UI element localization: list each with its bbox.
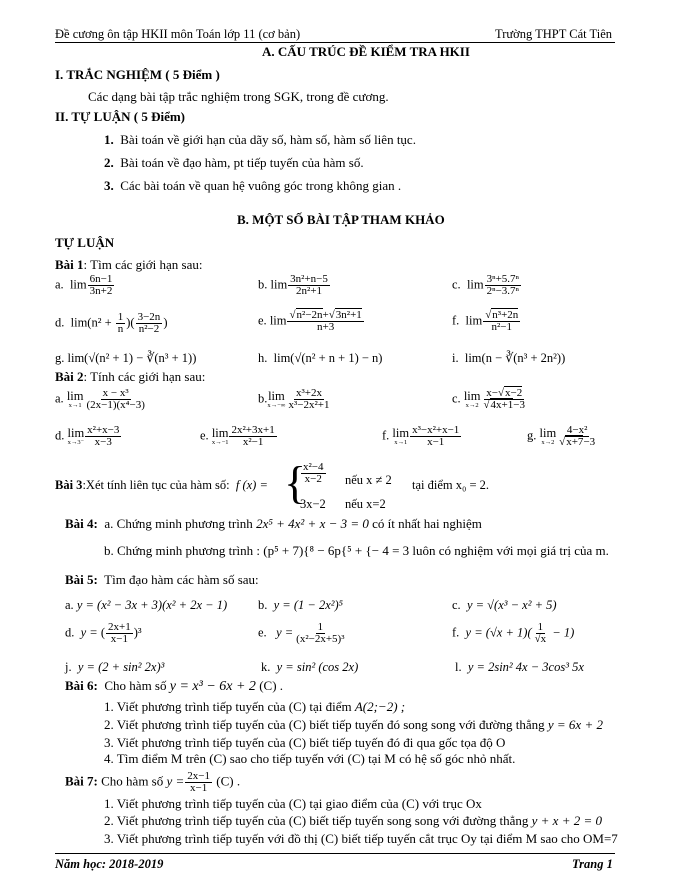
bai5-heading: Bài 5: Tìm đạo hàm các hàm số sau: <box>65 572 259 587</box>
bai6-heading: Bài 6: Cho hàm số y = x³ − 6x + 2 (C) . <box>65 678 284 694</box>
bai2-a: a. lim x→1 $\frac{\text{x − x³}}{\text{(2x−1)(x⁴−3)}}$ <box>55 387 145 411</box>
bai1-h: h. lim(√(n² + n + 1) − n) <box>258 351 383 365</box>
bai4-a: Bài 4: a. Chứng minh phương trình 2x⁵ + 4x² + x − 3 = 0 có ít nhất hai nghiệm <box>65 516 482 531</box>
tu-luan-title: II. TỰ LUẬN ( 5 Điểm) <box>55 109 185 124</box>
footer-page: Trang 1 <box>572 857 613 871</box>
bai1-a: a. lim $\frac{6n-1}{3n+2}$ <box>55 273 113 297</box>
trac-nghiem-title: I. TRẮC NGHIỆM ( 5 Điểm ) <box>55 67 220 82</box>
tu-luan-item-1: 1. Bài toán về giới hạn của dãy số, hàm số, hàm số liên tục. <box>104 132 416 147</box>
bai2-heading: Bài 2: Tính các giới hạn sau: <box>55 369 206 384</box>
bai3-heading: Bài 3:Xét tính liên tục của hàm số: f (x) = <box>55 478 268 492</box>
bai1-heading: Bài 1: Tìm các giới hạn sau: <box>55 257 203 272</box>
header-right: Trường THPT Cát Tiên <box>495 27 613 41</box>
bai3-piece1: $\frac{\text{x²−4}}{x-2}$ <box>303 461 324 485</box>
bai3-cond1: nếu x ≠ 2 <box>345 473 392 487</box>
bai5-c: c. y = √(x³ − x² + 5) <box>452 598 557 612</box>
bai3-tail: tại điểm x₀ = 2. <box>412 478 490 492</box>
part-b-title: B. MỘT SỐ BÀI TẬP THAM KHẢO <box>237 212 445 227</box>
bai1-g: g. lim(√(n² + 1) − ∛(n³ + 1)) <box>55 351 197 365</box>
bai7-item-2: 2. Viết phương trình tiếp tuyến của (C) biết tiếp tuyến song song với đường thẳng y + x + 2 = 0 <box>104 813 602 828</box>
bai5-e: e. y = $\frac{1}{\text{(x²−2x+5)³}}$ <box>258 621 345 645</box>
bai2-g: g. lim x→2 $\frac{\text{4−x²}}{√x+7-3}$ <box>527 424 596 448</box>
trac-nghiem-desc: Các dạng bài tập trắc nghiệm trong SGK, trong đề cương. <box>88 89 389 104</box>
bai2-d: d. lim x→3⁻ $\frac{\text{x²+x−3}}{x-3}$ <box>55 424 120 448</box>
bai6-item-4: 4. Tìm điểm M trên (C) sao cho tiếp tuyến với (C) tại M có hệ số góc nhỏ nhất. <box>104 751 516 766</box>
bai5-f: f. y = (√x + 1)( $\frac{1}{√x}$ − 1) <box>452 621 575 645</box>
bai4-b: b. Chứng minh phương trình : (p⁵ + 7){⁸ − 6p{⁵ + {− 4 = 3 luôn có nghiệm với mọi giá trị của m. <box>104 543 609 558</box>
bai1-d: d. lim(n² + $\frac{1}{n}$ )( $\frac{3-2n}{\text{n²−2}}$ ) <box>55 311 168 335</box>
bai7-heading: Bài 7: Cho hàm số y = $\frac{2x-1}{x-1}$ (C) . <box>65 770 241 794</box>
bai6-item-2: 2. Viết phương trình tiếp tuyến của (C) biết tiếp tuyến đó song song với đường thẳng y = 6x + 2 <box>104 717 603 732</box>
bai6-item-3: 3. Viết phương trình tiếp tuyến của (C) biết tiếp tuyến đó đi qua gốc tọa độ O <box>104 735 506 750</box>
bai7-item-1: 1. Viết phương trình tiếp tuyến của (C) tại giao điểm của (C) với trục Ox <box>104 796 482 811</box>
bai1-e: e. lim $\frac{\text{√n²−2n+√3n²+1}}{n+3}$ <box>258 309 362 333</box>
header-rule <box>55 42 615 43</box>
tu-luan-item-2: 2. Bài toán về đạo hàm, pt tiếp tuyến của hàm số. <box>104 155 364 170</box>
bai5-d: d. y = ( $\frac{2x+1}{x-1}$ )³ <box>65 621 142 645</box>
bai1-i: i. lim(n − ∛(n³ + 2n²)) <box>452 351 566 365</box>
header-left: Đề cương ôn tập HKII môn Toán lớp 11 (cơ bản) <box>55 27 301 41</box>
bai5-k: k. y = sin² (cos 2x) <box>261 660 359 674</box>
brace-icon: { <box>284 457 307 508</box>
bai6-item-1: 1. Viết phương trình tiếp tuyến của (C) tại điểm A(2;−2) ; <box>104 699 406 714</box>
part-a-title: A. CẤU TRÚC ĐỀ KIỂM TRA HKII <box>262 44 470 59</box>
bai2-f: f. lim x→1 $\frac{\text{x³−x²+x−1}}{x-1}$ <box>382 424 460 448</box>
part-b-subtitle: TỰ LUẬN <box>55 235 115 250</box>
bai5-j: j. y = (2 + sin² 2x)³ <box>65 660 165 674</box>
bai1-b: b. lim $\frac{\text{3n²+n−5}}{\text{2n²+1}}$ <box>258 273 328 297</box>
bai2-b: b. lim x→−∞ $\frac{\text{x³+2x}}{\text{x³−2x²+1}}$ <box>258 387 330 411</box>
bai3-cond2: nếu x=2 <box>345 497 386 511</box>
bai3-piece2: 3x−2 <box>300 497 326 511</box>
bai2-c: c. lim x→2 $\frac{x-√x-2}{√4x+1-3}$ <box>452 387 525 411</box>
bai2-e: e. lim x→−1 $\frac{\text{2x²+3x+1}}{\text{x²−1}}$ <box>200 424 275 448</box>
tu-luan-item-3: 3. Các bài toán về quan hệ vuông góc trong không gian . <box>104 178 402 193</box>
bai5-b: b. y = (1 − 2x²)⁵ <box>258 598 344 612</box>
bai1-f: f. lim $\frac{\text{√n³+2n}}{\text{n²−1}}$ <box>452 309 519 333</box>
bai1-c: c. lim $\frac{\text{3ⁿ+5.7ⁿ}}{\text{2ⁿ−3.7ⁿ}}$ <box>452 273 519 297</box>
footer-year: Năm học: 2018-2019 <box>55 857 164 871</box>
footer-rule <box>55 853 615 854</box>
bai5-l: l. y = 2sin² 4x − 3cos³ 5x <box>455 660 584 674</box>
bai7-item-3: 3. Viết phương trình tiếp tuyến với đồ thị (C) biết tiếp tuyến cắt trục Oy tại điểm M sao cho OM=7 <box>104 831 618 846</box>
bai5-a: a. y = (x² − 3x + 3)(x² + 2x − 1) <box>65 598 228 612</box>
